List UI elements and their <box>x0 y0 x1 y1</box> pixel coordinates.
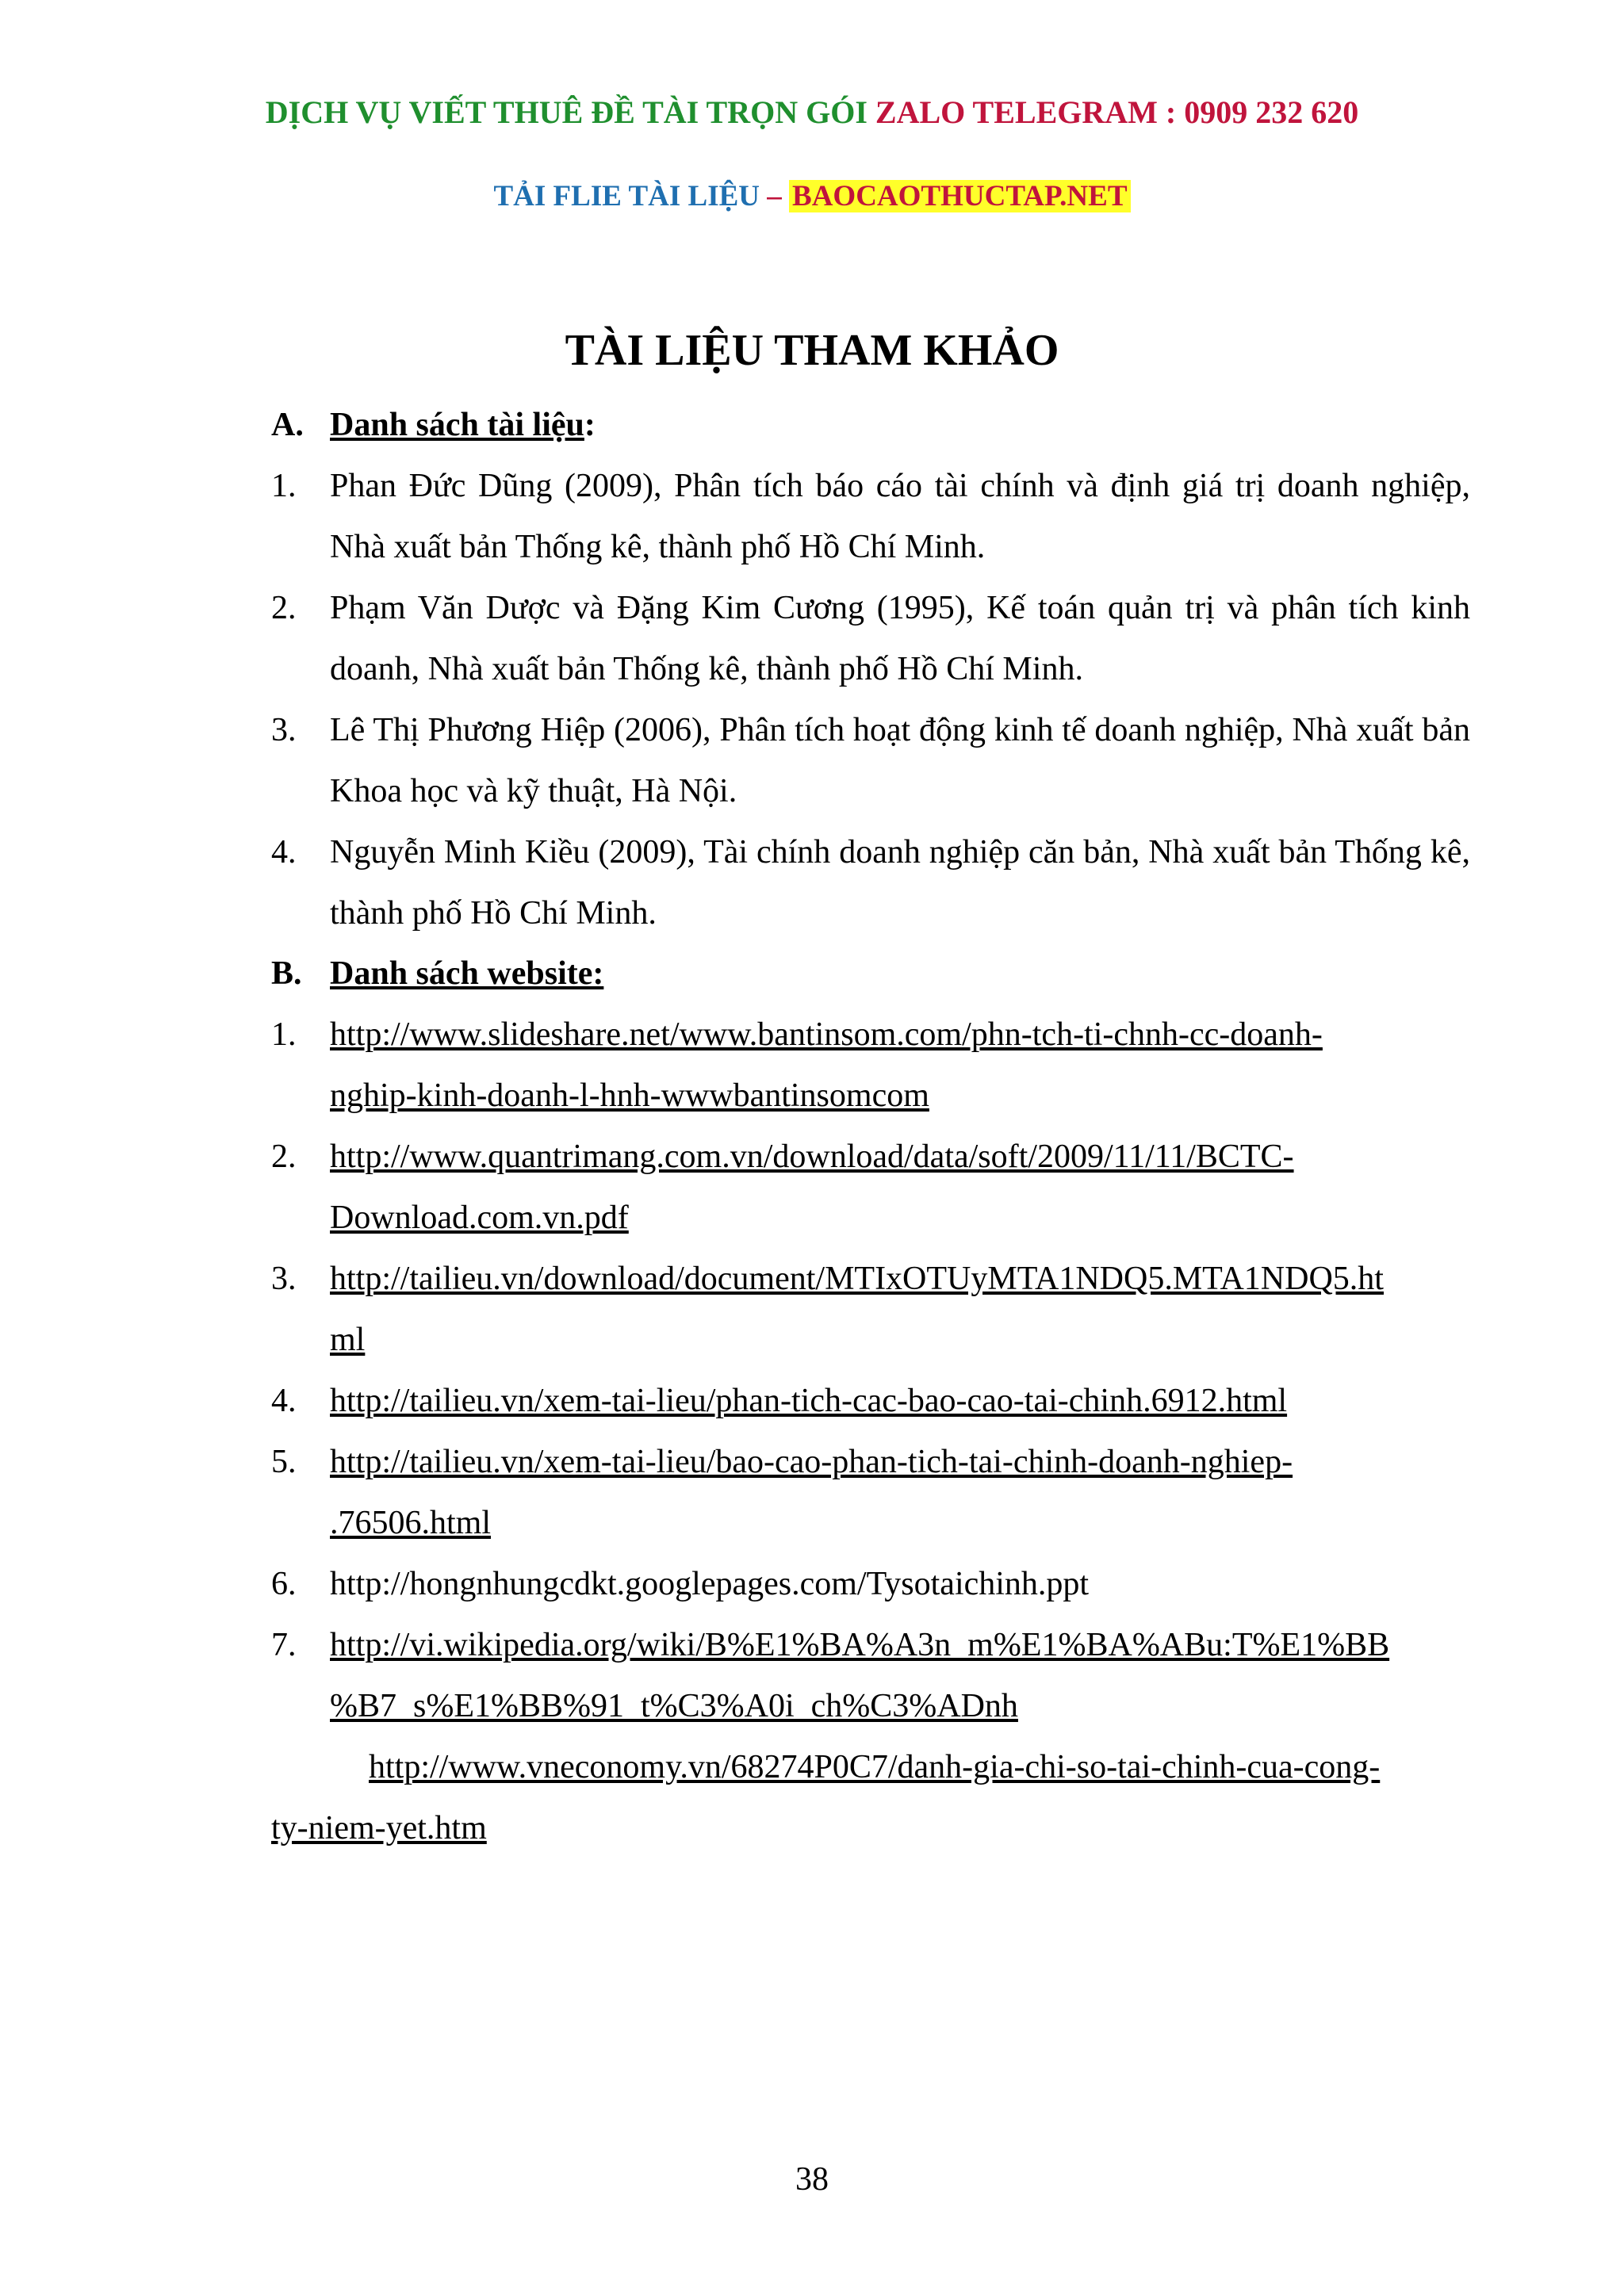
website-extra-entry <box>271 1737 1470 1859</box>
website-link[interactable]: http://tailieu.vn/xem-tai-lieu/bao-cao-phan-tich-tai-chinh-doanh-nghiep- <box>330 1444 1293 1480</box>
reference-text: Lê Thị Phương Hiệp (2006), Phân tích hoạt động kinh tế doanh nghiệp, Nhà xuất bản Khoa học và kỹ thuật, Hà Nội. <box>330 712 1470 809</box>
reference-item <box>271 822 1470 944</box>
header-dash: – <box>767 180 782 212</box>
website-link[interactable]: http://www.quantrimang.com.vn/download/data/soft/2009/11/11/BCTC- <box>330 1138 1294 1175</box>
website-link-continued[interactable]: nghip-kinh-doanh-l-hnh-wwwbantinsomcom <box>330 1077 929 1114</box>
reference-item <box>271 700 1470 822</box>
header-service-text: DỊCH VỤ VIẾT THUÊ ĐỀ TÀI TRỌN GÓI <box>265 94 868 130</box>
website-number: 6. <box>271 1566 297 1602</box>
website-link[interactable]: http://www.slideshare.net/www.bantinsom.com/phn-tch-ti-chnh-cc-doanh- <box>330 1016 1323 1053</box>
website-item <box>271 1432 1470 1554</box>
website-number: 3. <box>271 1261 297 1297</box>
website-number: 7. <box>271 1627 297 1663</box>
section-a-colon: : <box>584 407 596 443</box>
header-service-line <box>0 94 1624 131</box>
website-link-continued[interactable]: Download.com.vn.pdf <box>330 1200 629 1236</box>
section-a-label: Danh sách tài liệu <box>330 407 584 443</box>
reference-number: 2. <box>271 590 297 626</box>
website-item <box>271 1554 1470 1615</box>
website-link[interactable]: http://tailieu.vn/xem-tai-lieu/phan-tich-cac-bao-cao-tai-chinh.6912.html <box>330 1383 1288 1419</box>
website-number: 2. <box>271 1138 297 1175</box>
website-number: 5. <box>271 1444 297 1480</box>
section-b-heading <box>271 955 603 993</box>
section-a-letter: A. <box>271 407 304 443</box>
reference-text: Phạm Văn Dược và Đặng Kim Cương (1995), Kế toán quản trị và phân tích kinh doanh, Nhà xuất bản Thống kê, thành phố Hồ Chí Minh. <box>330 590 1470 687</box>
website-extra-link-continued[interactable]: ty-niem-yet.htm <box>271 1810 487 1846</box>
section-b-letter: B. <box>271 955 302 992</box>
header-site-link[interactable]: BAOCAOTHUCTAP.NET <box>789 180 1130 212</box>
website-number: 4. <box>271 1383 297 1419</box>
website-link-continued[interactable]: ml <box>330 1322 366 1358</box>
section-a-heading <box>271 406 596 444</box>
header-download-text: TẢI FLIE TÀI LIỆU <box>493 180 760 212</box>
website-extra-link[interactable]: http://www.vneconomy.vn/68274P0C7/danh-gia-chi-so-tai-chinh-cua-cong- <box>369 1749 1381 1785</box>
reference-number: 3. <box>271 712 297 748</box>
website-item <box>271 1615 1470 1737</box>
website-link-continued[interactable]: %B7_s%E1%BB%91_t%C3%A0i_ch%C3%ADnh <box>330 1688 1018 1724</box>
reference-item <box>271 578 1470 700</box>
reference-text: Nguyễn Minh Kiều (2009), Tài chính doanh nghiệp căn bản, Nhà xuất bản Thống kê, thành phố Hồ Chí Minh. <box>330 834 1470 932</box>
website-url-text: http://hongnhungcdkt.googlepages.com/Tysotaichinh.ppt <box>330 1566 1090 1602</box>
website-number: 1. <box>271 1016 297 1053</box>
website-link[interactable]: http://vi.wikipedia.org/wiki/B%E1%BA%A3n_m%E1%BA%ABu:T%E1%BB <box>330 1627 1390 1663</box>
header-contact-text: ZALO TELEGRAM : 0909 232 620 <box>875 94 1359 130</box>
website-link[interactable]: http://tailieu.vn/download/document/MTIxOTUyMTA1NDQ5.MTA1NDQ5.ht <box>330 1261 1384 1297</box>
reference-number: 4. <box>271 834 297 871</box>
page-number: 38 <box>795 2161 829 2198</box>
reference-item <box>271 456 1470 578</box>
reference-number: 1. <box>271 468 297 504</box>
website-item <box>271 1249 1470 1371</box>
header-download-line <box>0 179 1624 213</box>
section-b-label: Danh sách website: <box>330 955 604 992</box>
website-item <box>271 1004 1470 1127</box>
website-link-continued[interactable]: .76506.html <box>330 1505 492 1541</box>
website-item <box>271 1371 1470 1432</box>
website-item <box>271 1127 1470 1249</box>
reference-text: Phan Đức Dũng (2009), Phân tích báo cáo tài chính và định giá trị doanh nghiệp, Nhà xuất bản Thống kê, thành phố Hồ Chí Minh. <box>330 468 1470 565</box>
page-title: TÀI LIỆU THAM KHẢO <box>565 326 1059 375</box>
